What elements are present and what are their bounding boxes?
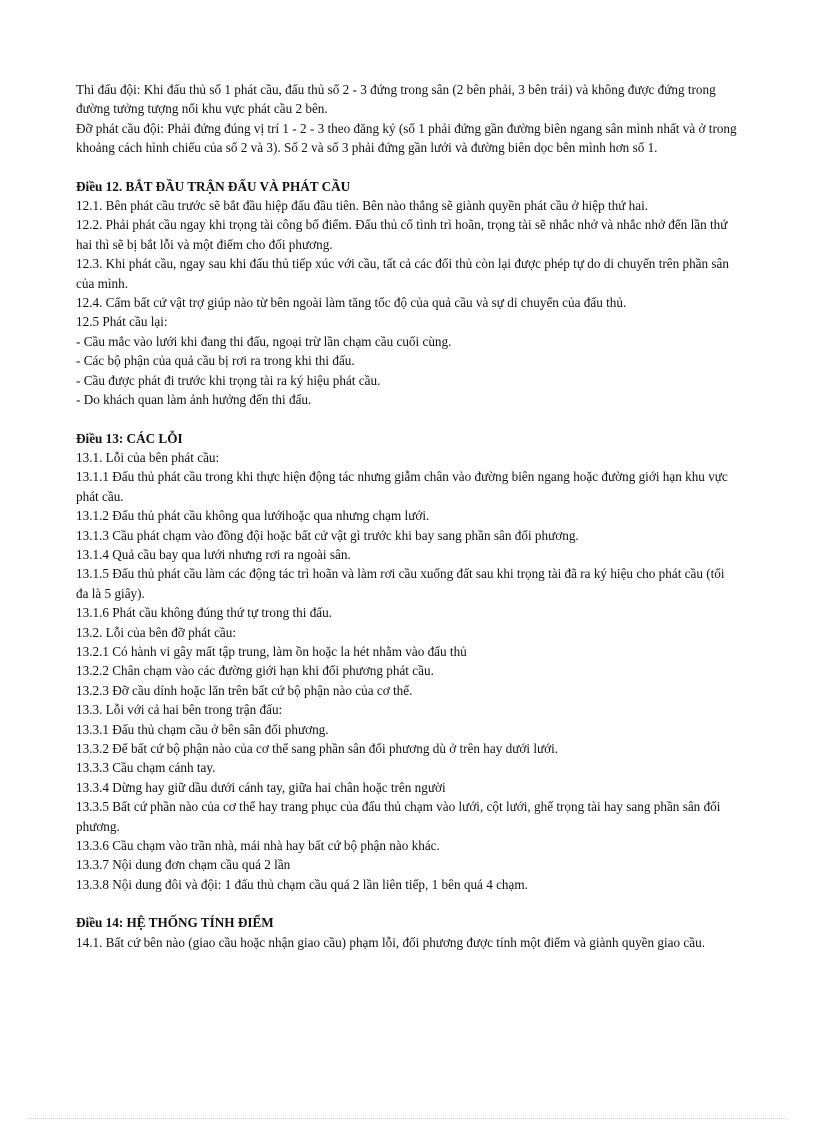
list-item: 13.3.5 Bất cứ phần nào của cơ thể hay trang phục của đấu thủ chạm vào lưới, cột lưới, ghế trọng tài hay sang phần sân đối phương. — [76, 799, 721, 834]
section-heading: Điều 12. BẮT ĐẦU TRẬN ĐẤU VÀ PHÁT CẦU — [76, 178, 351, 194]
section-article-13 — [76, 429, 740, 895]
list-item: 13.3.7 Nội dung đơn chạm cầu quá 2 lần — [76, 857, 291, 873]
list-item: 14.1. Bất cứ bên nào (giao cầu hoặc nhận giao cầu) phạm lỗi, đối phương được tính một điểm và giành quyền giao cầu. — [76, 934, 706, 950]
list-item: 13.1.3 Cầu phát chạm vào đồng đội hoặc bất cứ vật gì trước khi bay sang phần sân đối phương. — [76, 527, 579, 543]
list-item: - Do khách quan làm ảnh hưởng đến thi đấu. — [76, 392, 312, 408]
list-item: 13.2.3 Đỡ cầu dính hoặc lăn trên bất cứ bộ phận nào của cơ thể. — [76, 682, 413, 698]
list-item: 13.2. Lỗi của bên đỡ phát cầu: — [76, 624, 237, 640]
intro-paragraph-team-receive: Đỡ phát cầu đội: Phải đứng đúng vị trí 1 - 2 - 3 theo đăng ký (số 1 phải đứng gần đường biên ngang sân mình nhất và ở trong khoảng cách hình chiếu của số 2 và 3). Số 2 và số 3 phải đứng gần lưới và đường biên dọc bên mình hơn số 1. — [76, 120, 737, 156]
section-heading: Điều 14: HỆ THỐNG TÍNH ĐIỂM — [76, 915, 274, 931]
page-bottom-divider — [28, 1118, 788, 1119]
list-item: 13.1.5 Đấu thủ phát cầu làm các động tác trì hoãn và làm rơi cầu xuống đất sau khi trọng tài đã ra ký hiệu cho phát cầu (tối đa là 5 giây). — [76, 566, 725, 601]
list-item: 13.3.4 Dừng hay giữ dầu dưới cánh tay, giữa hai chân hoặc trên người — [76, 779, 446, 795]
list-item: 12.4. Cấm bất cứ vật trợ giúp nào từ bên ngoài làm tăng tốc độ của quả cầu và sự di chuyển của đấu thủ. — [76, 295, 627, 311]
section-heading: Điều 13: CÁC LỖI — [76, 430, 183, 446]
list-item: 13.1.2 Đấu thủ phát cầu không qua lướihoặc qua nhưng chạm lưới. — [76, 508, 430, 524]
list-item: 13.3. Lỗi với cả hai bên trong trận đấu: — [76, 702, 283, 718]
list-item: - Cầu được phát đi trước khi trọng tài ra ký hiệu phát cầu. — [76, 372, 381, 388]
list-item: 13.2.2 Chân chạm vào các đường giới hạn khi đối phương phát cầu. — [76, 663, 434, 679]
list-item: 13.3.6 Cầu chạm vào trần nhà, mái nhà hay bất cứ bộ phận nào khác. — [76, 838, 440, 854]
list-item: 13.1.6 Phát cầu không đúng thứ tự trong thi đấu. — [76, 605, 333, 621]
list-item: 13.1.4 Quả cầu bay qua lưới nhưng rơi ra ngoài sân. — [76, 546, 351, 562]
list-item: 13.3.1 Đấu thủ chạm cầu ở bên sân đối phương. — [76, 721, 329, 737]
list-item: - Cầu mắc vào lưới khi đang thi đấu, ngoại trừ lần chạm cầu cuối cùng. — [76, 333, 452, 349]
list-item: 13.3.2 Để bất cứ bộ phận nào của cơ thể sang phần sân đối phương dù ở trên hay dưới lưới. — [76, 741, 559, 756]
list-item: 13.2.1 Có hành vi gây mất tập trung, làm ồn hoặc la hét nhằm vào đấu thủ — [76, 643, 467, 659]
list-item: 13.1.1 Đấu thủ phát cầu trong khi thực hiện động tác nhưng giẫm chân vào đường biên ngang hoặc đường giới hạn khu vực phát cầu. — [76, 469, 728, 504]
section-article-14 — [76, 913, 740, 952]
list-item: 12.3. Khi phát cầu, ngay sau khi đấu thủ tiếp xúc với cầu, tất cả các đối thủ còn lại được phép tự do di chuyển trên phần sân của mình. — [76, 256, 730, 291]
intro-paragraph-team-serve: Thi đấu đội: Khi đấu thủ số 1 phát cầu, đấu thủ số 2 - 3 đứng trong sân (2 bên phải, 3 bên trái) và không được đứng trong đường tưởng tượng nối khu vực phát cầu 2 bên. — [76, 82, 716, 117]
list-item: 12.5 Phát cầu lại: — [76, 314, 168, 330]
section-article-12 — [76, 177, 740, 410]
list-item: 12.1. Bên phát cầu trước sẽ bắt đầu hiệp đấu đầu tiên. Bên nào thắng sẽ giành quyền phát cầu ở hiệp thứ hai. — [76, 198, 649, 214]
list-item: 13.3.8 Nội dung đôi và đội: 1 đấu thủ chạm cầu quá 2 lần liên tiếp, 1 bên quá 4 chạm. — [76, 876, 528, 892]
intro-block — [76, 80, 740, 158]
document-page — [76, 80, 740, 952]
list-item: 12.2. Phải phát cầu ngay khi trọng tài công bố điểm. Đấu thủ cố tình trì hoãn, trọng tài sẽ nhắc nhở và nhắc nhở đến lần thứ hai thì sẽ bị bắt lỗi và một điểm cho đối phương. — [76, 217, 728, 252]
list-item: - Các bộ phận của quả cầu bị rơi ra trong khi thi đấu. — [76, 353, 355, 369]
list-item: 13.3.3 Cầu chạm cánh tay. — [76, 760, 216, 776]
list-item: 13.1. Lỗi của bên phát cầu: — [76, 449, 220, 465]
